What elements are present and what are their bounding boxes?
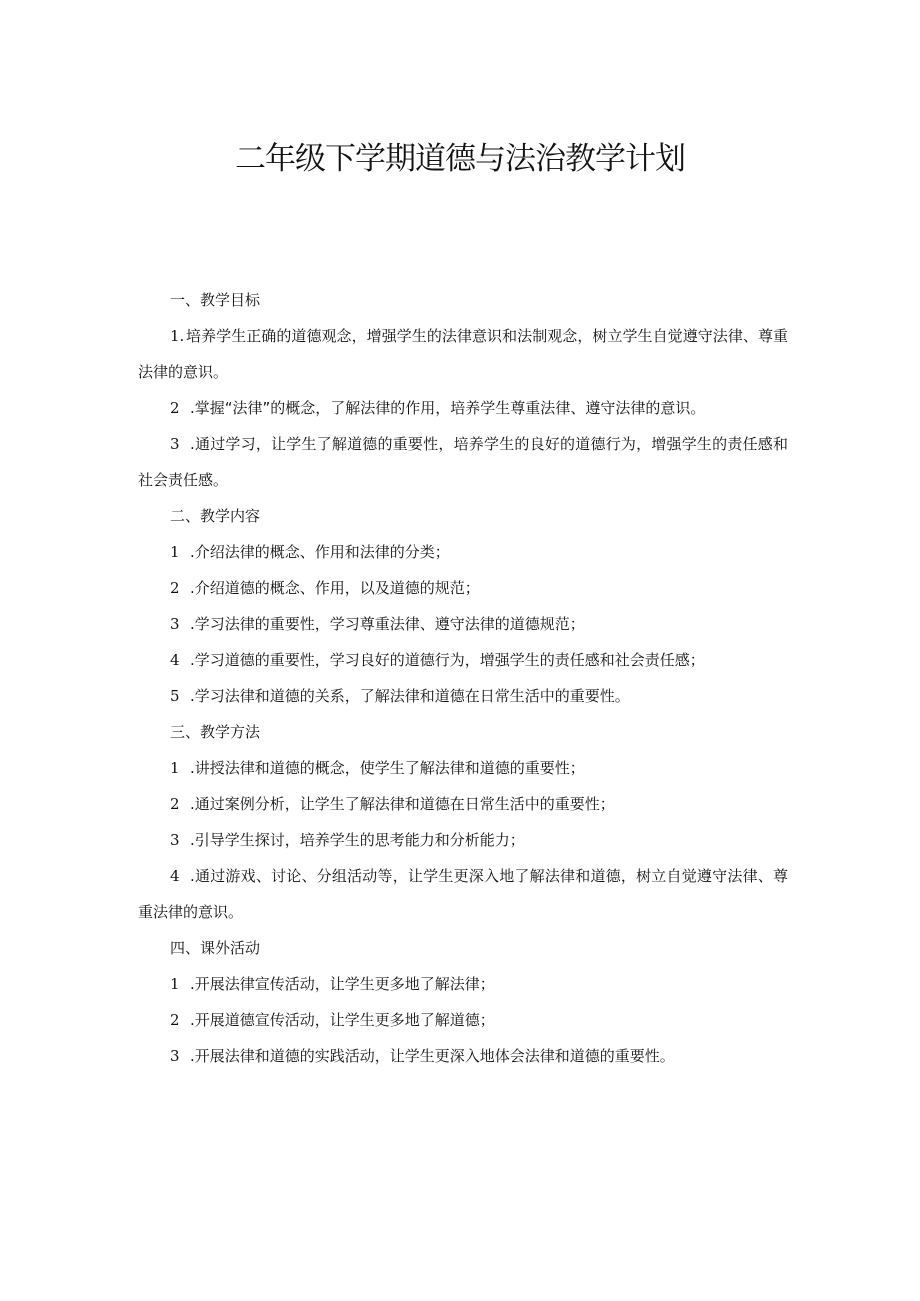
content-item-2 <box>138 570 788 606</box>
method-item-4 <box>138 858 788 930</box>
section-heading-methods: 三、教学方法 <box>170 723 261 741</box>
item-text: .引导学生探讨，培养学生的思考能力和分析能力； <box>190 831 525 849</box>
item-number: 2 <box>170 579 180 597</box>
section-heading-content: 二、教学内容 <box>170 507 261 525</box>
content-item-1 <box>138 534 788 570</box>
item-text: .通过学习，让学生了解道德的重要性，培养学生的良好的道德行为，增强学生的责任感和社会责任感。 <box>138 435 788 489</box>
content-item-4 <box>138 642 788 678</box>
item-number: 4 <box>170 867 180 885</box>
method-item-3 <box>138 822 788 858</box>
item-number: 3 <box>170 615 180 633</box>
content-item-5 <box>138 678 788 714</box>
item-text: .开展道德宣传活动，让学生更多地了解道德； <box>190 1011 495 1029</box>
item-number: 2 <box>170 1011 180 1029</box>
item-text: .讲授法律和道德的概念，使学生了解法律和道德的重要性； <box>190 759 585 777</box>
item-number: 2 <box>170 795 180 813</box>
item-text: .介绍法律的概念、作用和法律的分类； <box>190 543 450 561</box>
goal-item-2 <box>138 390 788 426</box>
item-text: .学习法律的重要性，学习尊重法律、遵守法律的道德规范； <box>190 615 585 633</box>
item-number: 1 <box>170 759 180 777</box>
item-text: .掌握“法律”的概念，了解法律的作用，培养学生尊重法律、遵守法律的意识。 <box>190 399 706 417</box>
item-text: .介绍道德的概念、作用，以及道德的规范； <box>190 579 480 597</box>
item-text: .通过案例分析，让学生了解法律和道德在日常生活中的重要性； <box>190 795 615 813</box>
activity-item-3 <box>138 1038 788 1074</box>
item-number: 1 <box>170 975 180 993</box>
item-number: 3 <box>170 831 180 849</box>
method-item-1 <box>138 750 788 786</box>
item-text: .通过游戏、讨论、分组活动等，让学生更深入地了解法律和道德，树立自觉遵守法律、尊重法律的意识。 <box>138 867 788 921</box>
goal-item-3 <box>138 426 788 498</box>
item-text: .开展法律和道德的实践活动，让学生更深入地体会法律和道德的重要性。 <box>190 1047 675 1065</box>
document-body <box>138 282 788 1074</box>
item-number: 1. <box>170 327 185 345</box>
item-number: 1 <box>170 543 180 561</box>
method-item-2 <box>138 786 788 822</box>
item-text: .学习道德的重要性，学习良好的道德行为，增强学生的责任感和社会责任感； <box>190 651 705 669</box>
section-heading-activities: 四、课外活动 <box>170 939 261 957</box>
item-number: 5 <box>170 687 180 705</box>
activity-item-1 <box>138 966 788 1002</box>
section-heading-goals: 一、教学目标 <box>170 291 261 309</box>
item-text: 培养学生正确的道德观念，增强学生的法律意识和法制观念，树立学生自觉遵守法律、尊重法律的意识。 <box>138 327 788 381</box>
document-title: 二年级下学期道德与法治教学计划 <box>235 141 685 177</box>
item-number: 3 <box>170 1047 180 1065</box>
item-text: .开展法律宣传活动，让学生更多地了解法律； <box>190 975 495 993</box>
item-number: 2 <box>170 399 180 417</box>
item-text: .学习法律和道德的关系，了解法律和道德在日常生活中的重要性。 <box>190 687 630 705</box>
goal-item-1 <box>138 318 788 390</box>
item-number: 3 <box>170 435 180 453</box>
content-item-3 <box>138 606 788 642</box>
activity-item-2 <box>138 1002 788 1038</box>
item-number: 4 <box>170 651 180 669</box>
